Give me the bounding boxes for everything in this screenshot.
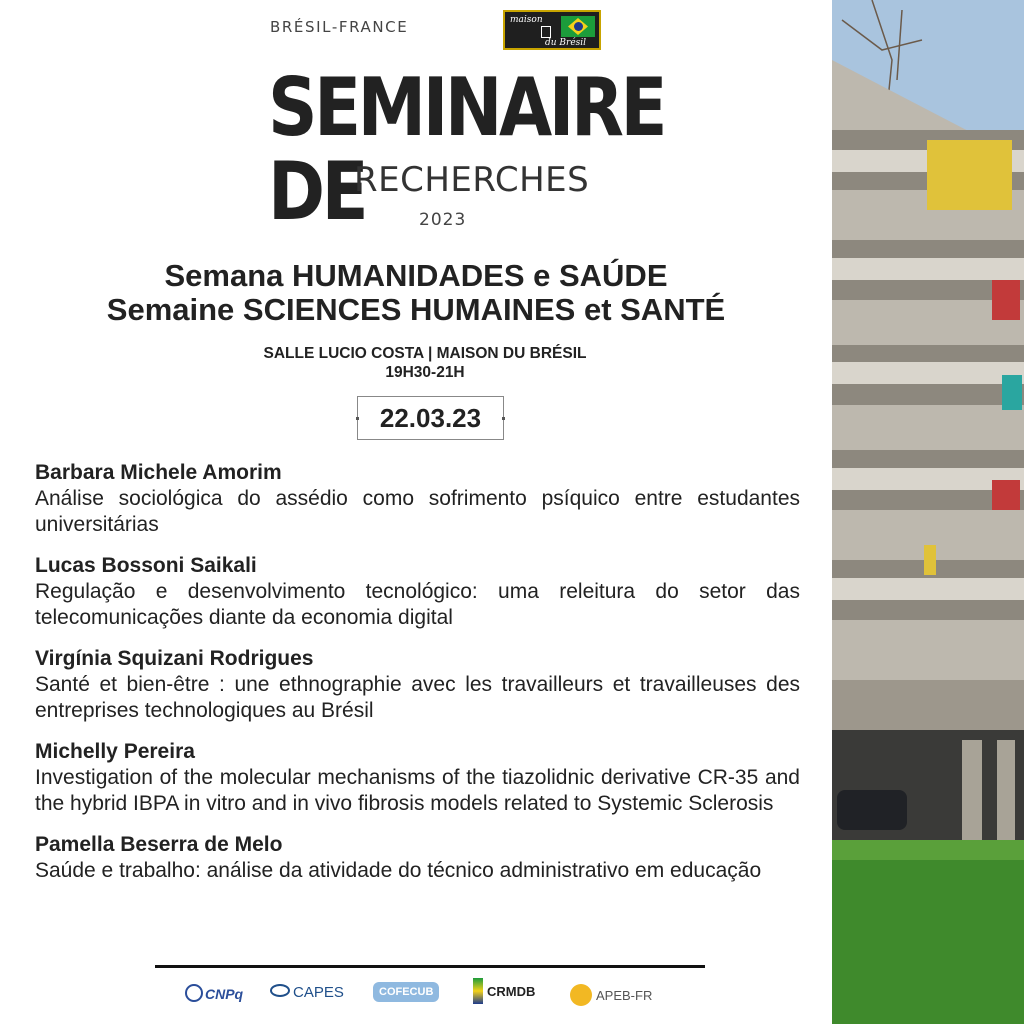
- talk-item: [35, 739, 800, 817]
- cnpq-label: CNPq: [205, 986, 244, 1002]
- venue-place: SALLE LUCIO COSTA | MAISON DU BRÉSIL: [263, 345, 587, 362]
- talk-topic: Análise sociológica do assédio como sofrimento psíquico entre estudantes universitárias: [35, 487, 800, 536]
- cofecub-logo: COFECUB: [373, 982, 439, 1002]
- venue-time: 19H30-21H: [385, 364, 465, 381]
- talks-list: [35, 460, 800, 899]
- capes-logo: [270, 984, 344, 1001]
- talk-topic: Santé et bien-être : une ethnographie avec les travailleurs et travailleuses des entreprises technologiques au Brésil: [35, 673, 800, 722]
- flag-globe: [574, 22, 583, 31]
- talk-item: [35, 460, 800, 538]
- speaker-name: Michelly Pereira: [35, 740, 195, 763]
- apeb-sun-icon: [570, 984, 592, 1006]
- week-title-fr: Semaine SCIENCES HUMAINES et SANTÉ: [106, 292, 726, 327]
- title-year: 2023: [419, 210, 467, 230]
- crmdb-logo: [473, 978, 535, 1004]
- event-date: 22.03.23: [379, 403, 482, 433]
- crmdb-label: CRMDB: [487, 984, 536, 999]
- title-de: DE: [268, 145, 366, 238]
- building-illustration: [832, 0, 1024, 1024]
- date-box-tick-left: [356, 417, 359, 420]
- footer-divider: [155, 965, 705, 968]
- crmdb-emblem-icon: [473, 978, 483, 1004]
- title-recherches: RECHERCHES: [354, 160, 590, 200]
- talk-item: [35, 832, 800, 884]
- venue-info: [0, 344, 850, 382]
- week-title-pt: Semana HUMANIDADES e SAÚDE: [164, 258, 668, 293]
- logo-frame-mark: [541, 26, 551, 38]
- speaker-name: Barbara Michele Amorim: [35, 461, 282, 484]
- sponsor-logos: [185, 978, 685, 1014]
- capes-label: CAPES: [293, 984, 344, 1001]
- speaker-name: Virgínia Squizani Rodrigues: [35, 647, 314, 670]
- date-box-tick-right: [502, 417, 505, 420]
- speaker-name: Lucas Bossoni Saikali: [35, 554, 257, 577]
- speaker-name: Pamella Beserra de Melo: [35, 833, 283, 856]
- apeb-logo: [570, 984, 652, 1006]
- kicker-text: BRÉSIL-FRANCE: [270, 18, 409, 36]
- talk-item: [35, 646, 800, 724]
- maison-du-bresil-logo: [503, 10, 601, 50]
- apeb-label: APEB-FR: [596, 988, 653, 1003]
- logo-text-maison: maison: [510, 15, 543, 25]
- date-box: [357, 396, 504, 440]
- capes-eye-icon: [270, 984, 290, 997]
- talk-topic: Regulação e desenvolvimento tecnológico: uma releitura do setor das telecomunicações diante da economia digital: [35, 580, 800, 629]
- building-photo: [832, 0, 1024, 1024]
- logo-text-du-bresil: du Brésil: [545, 38, 587, 48]
- cnpq-icon: [185, 984, 203, 1002]
- talk-item: [35, 553, 800, 631]
- lawn: [832, 840, 1024, 1024]
- cnpq-logo: [185, 984, 243, 1002]
- talk-topic: Investigation of the molecular mechanisms of the tiazolidnic derivative CR-35 and the hybrid IBPA in vitro and in vivo fibrosis models related to Systemic Sclerosis: [35, 766, 800, 815]
- title-seminaire: SEMINAIRE: [268, 61, 665, 154]
- talk-topic: Saúde e trabalho: análise da atividade do técnico administrativo em educação: [35, 859, 762, 882]
- parked-car: [837, 790, 907, 830]
